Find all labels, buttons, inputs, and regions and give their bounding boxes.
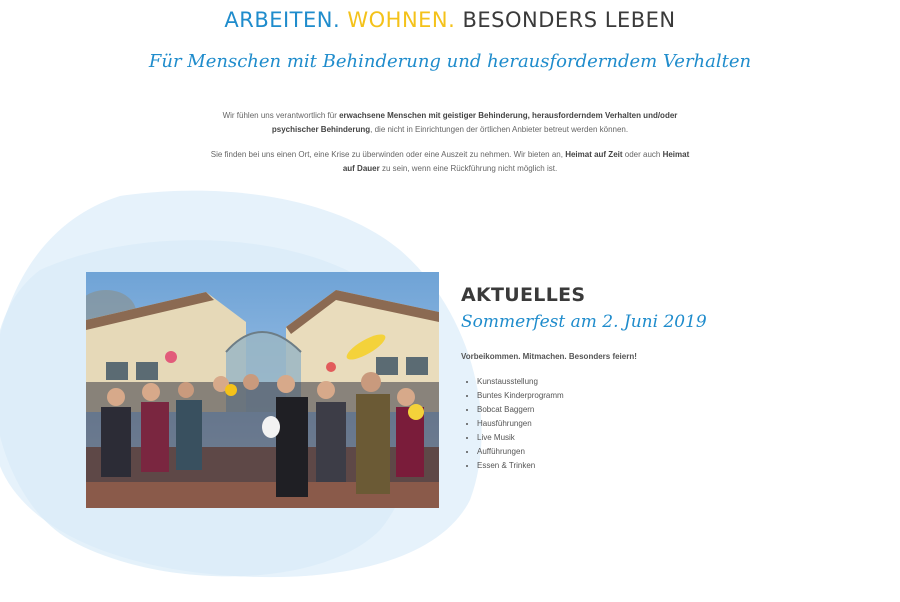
hero-title [0,8,900,32]
list-item: • Bobcat Baggern [477,403,761,417]
hero-title-word-3: BESONDERS LEBEN [462,8,676,32]
news-lead: Vorbeikommen. Mitmachen. Besonders feiern! [461,352,637,361]
intro-text: , die nicht in Einrichtungen der örtlichen Anbieter betreut werden können. [370,125,629,134]
list-item: • Aufführungen [477,445,761,459]
intro-text: zu sein, wenn eine Rückführung nicht möglich ist. [379,164,558,173]
news-heading: AKTUELLES [461,284,586,306]
summer-festival-photo [86,272,439,508]
hero-title-word-2: WOHNEN. [347,8,456,32]
intro-paragraph-2 [210,148,690,176]
list-item: • Live Musik [477,431,761,445]
list-item: • Kunstausstellung [477,375,761,389]
intro-emphasis: Heimat auf Zeit [565,150,623,159]
news-section [461,284,761,473]
hero-title-word-1: ARBEITEN. [224,8,341,32]
hero-subtitle: Für Menschen mit Behinderung und herausforderndem Verhalten [148,51,752,72]
intro-emphasis: erwachsene Menschen mit geistiger Behinderung, herausforderndem Verhalten und/oder psychischer Behinderung [271,111,678,134]
intro-text: Sie finden bei uns einen Ort, eine Krise zu überwinden oder eine Auszeit zu nehmen. Wir bieten an, [210,150,566,159]
news-subheading: Sommerfest am 2. Juni 2019 [461,312,707,332]
news-list [461,375,761,473]
intro-paragraph-1 [210,109,690,137]
intro-text: Wir fühlen uns verantwortlich für [222,111,340,120]
list-item: • Hausführungen [477,417,761,431]
intro-text: oder auch [622,150,663,159]
list-item: • Essen & Trinken [477,459,761,473]
list-item: • Buntes Kinderprogramm [477,389,761,403]
intro-emphasis: Heimat auf Dauer [342,150,690,173]
